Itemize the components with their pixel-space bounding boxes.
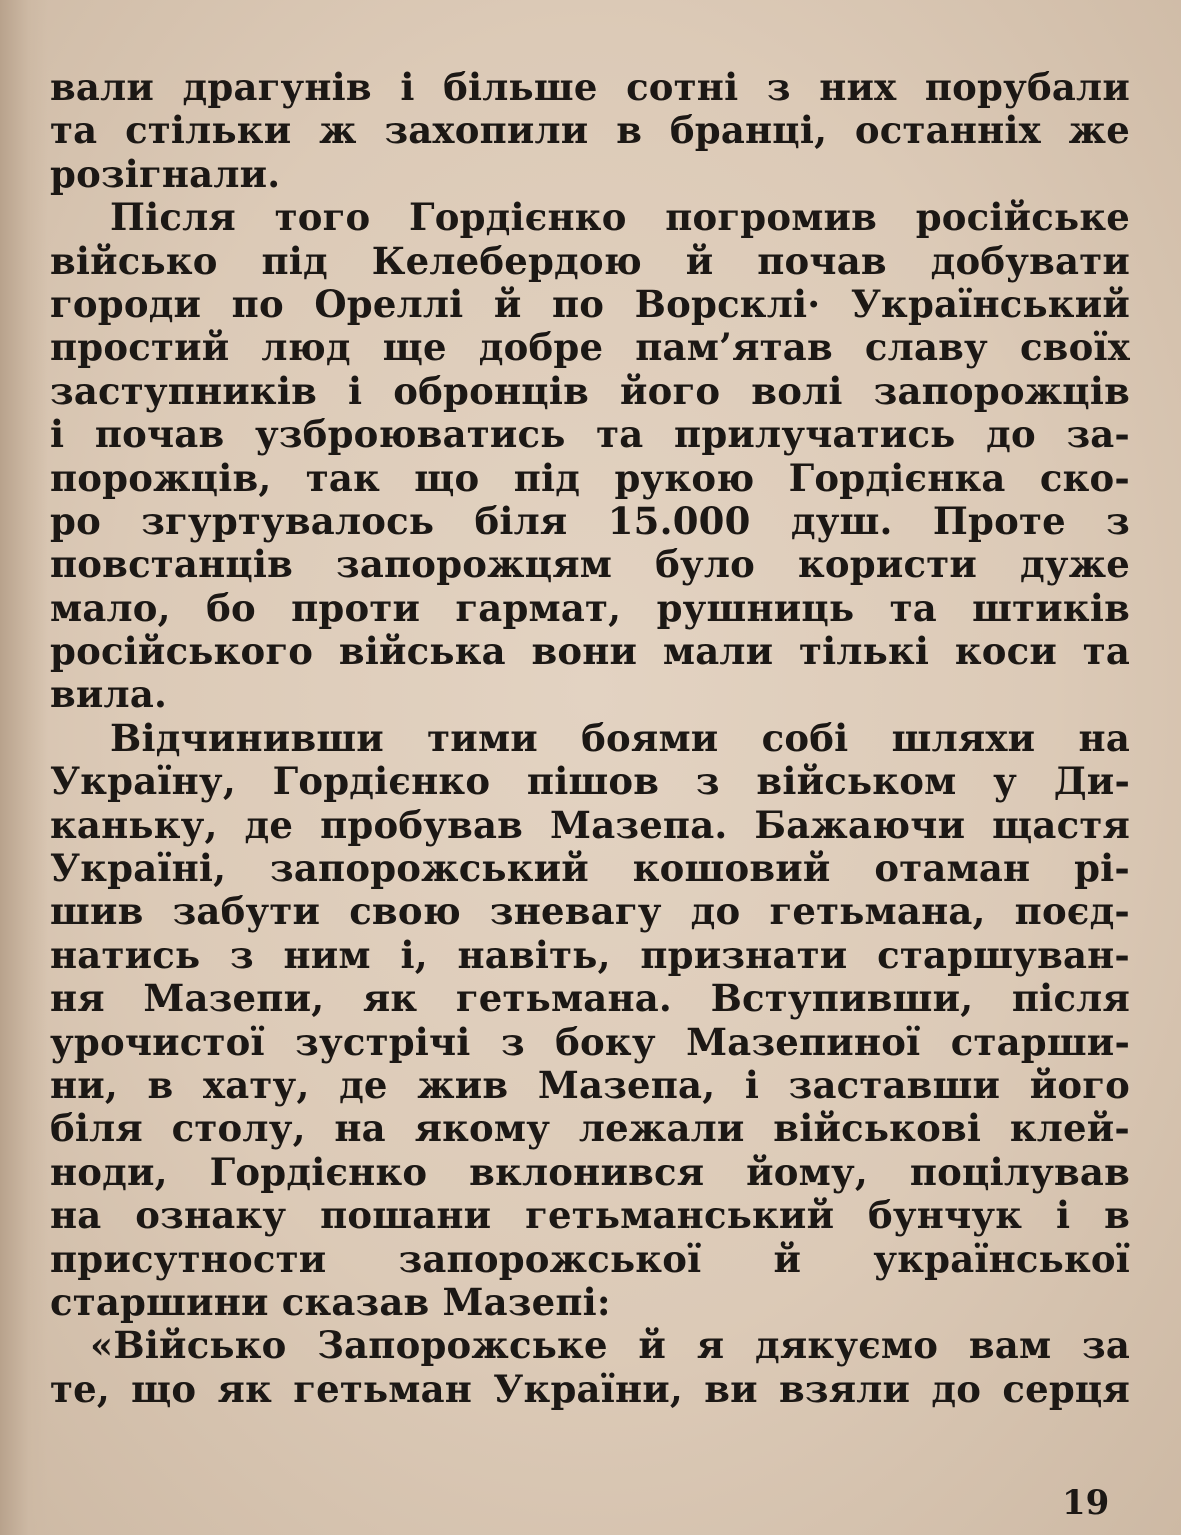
text-line: російського війська вони мали тількі коси та [50, 630, 1130, 674]
page-text [50, 66, 1130, 1411]
text-line: порожців, так що під рукою Гордієнка ско- [50, 456, 1130, 500]
text-line: урочистої зустрічі з боку Мазепиної старши- [50, 1020, 1130, 1064]
text-line: присутности запорожської й української [50, 1237, 1130, 1281]
text-line: на ознаку пошани гетьманський бунчук і в [50, 1194, 1130, 1238]
text-line: Після того Гордієнко погромив російське [110, 196, 1130, 240]
text-line: військо під Келебердою й почав добувати [50, 239, 1130, 283]
text-line: ни, в хату, де жив Мазепа, і заставши його [50, 1063, 1130, 1107]
text-line: простий люд ще добре пам’ятав славу своїх [50, 326, 1130, 370]
text-line: «Військо Запорожське й я дякуємо вам за [90, 1324, 1130, 1368]
text-line: шив забути свою зневагу до гетьмана, поєд- [50, 890, 1130, 934]
text-line: вила. [50, 673, 168, 717]
text-line: повстанців запорожцям було користи дуже [50, 543, 1130, 587]
text-line: старшини сказав Мазепі: [50, 1280, 611, 1324]
text-line: вали драгунів і більше сотні з них порубали [50, 66, 1130, 109]
text-line: заступників і обронців його волі запорожців [50, 369, 1130, 413]
text-line: мало, бо проти гармат, рушниць та штиків [50, 586, 1130, 630]
text-line: та стільки ж захопили в бранці, останніх же [50, 109, 1130, 153]
text-line: ро згуртувалось біля 15.000 душ. Проте з [50, 499, 1130, 543]
text-line: ня Мазепи, як гетьмана. Вступивши, після [50, 977, 1130, 1021]
text-line: розігнали. [50, 152, 281, 196]
text-line: городи по Ореллі й по Ворсклі· Український [50, 282, 1130, 326]
text-line: каньку, де пробував Мазепа. Бажаючи щастя [50, 803, 1130, 847]
page-number: 19 [1062, 1483, 1110, 1523]
text-line: те, що як гетьман України, ви взяли до серця [50, 1367, 1130, 1411]
text-line: Україні, запорожський кошовий отаман рі- [50, 847, 1130, 891]
text-line: біля столу, на якому лежали військові клей- [50, 1107, 1130, 1151]
text-line: натись з ним і, навіть, признати старшуван- [50, 933, 1130, 977]
text-line: ноди, Гордієнко вклонився йому, поцілував [50, 1150, 1130, 1194]
text-line: Україну, Гордієнко пішов з військом у Ди- [50, 760, 1130, 804]
text-line: Відчинивши тими боями собі шляхи на [110, 716, 1130, 760]
text-line: і почав узброюватись та прилучатись до за- [50, 413, 1130, 457]
